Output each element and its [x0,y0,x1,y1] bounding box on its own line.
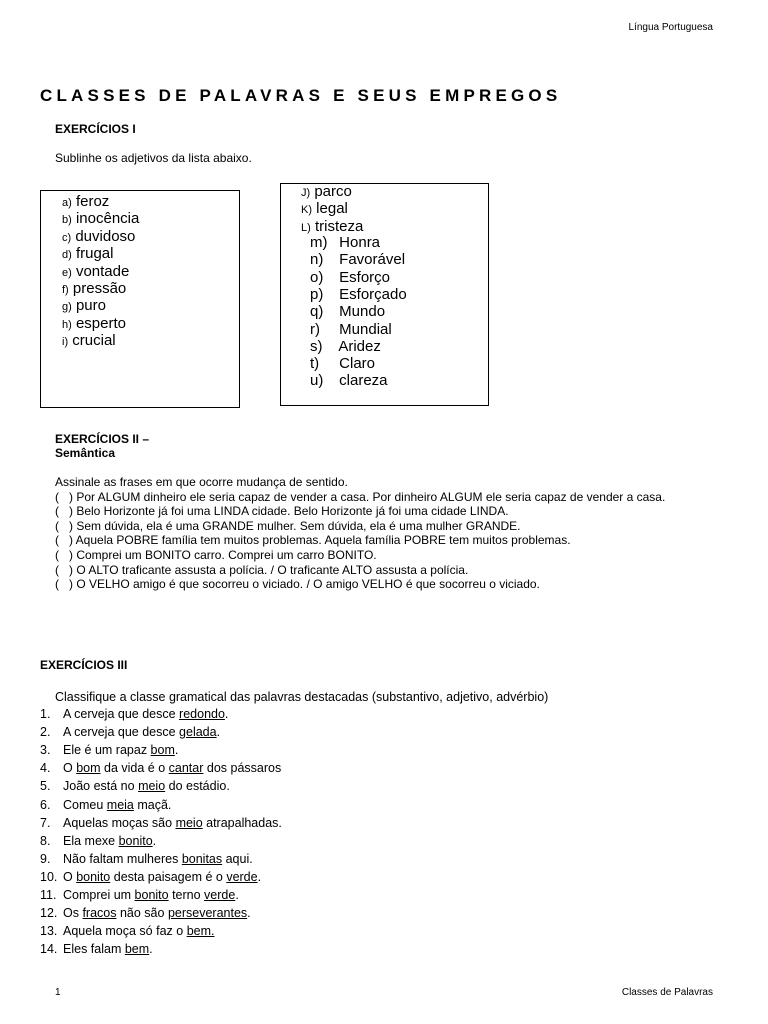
list-item-word: frugal [75,245,114,263]
list-item-word: Mundo [339,303,386,321]
ex2-subheading: Semântica [55,446,116,460]
list-item [62,228,135,247]
ex1-heading: EXERCÍCIOS I [55,122,136,136]
sentence-text: Comeu [63,797,107,812]
highlighted-word: verde [226,869,258,884]
list-item-letter: b) [62,214,72,227]
list-item [310,321,392,338]
list-item-word: Esforçado [339,285,407,303]
sentence-text: Aquelas moças são [63,815,176,830]
ex3-item [40,942,153,956]
sentence-text: . [224,707,229,721]
sentence-text: Ele é um rapaz [63,743,151,758]
list-item [62,193,109,212]
ex2-item: ( ) O ALTO traficante assusta a polícia. / O traficante ALTO assusta a polícia. [55,562,469,577]
highlighted-word: gelada [179,725,217,740]
list-item [301,183,352,202]
ex3-heading: EXERCÍCIOS III [40,658,128,672]
sentence-text: Os [63,906,83,921]
list-item-word: legal [316,200,348,218]
list-item-word: puro [75,297,106,315]
list-item-letter: r) [310,320,320,338]
list-item-word: Aridez [338,337,381,355]
list-item-letter: g) [62,301,72,314]
sentence-text: Ela mexe [63,833,119,848]
ex3-item-number: 10. [40,869,58,884]
list-item [310,303,385,320]
ex2-list [55,475,720,592]
ex2-heading: EXERCÍCIOS II – [55,432,150,446]
ex3-item-number: 9. [40,851,51,866]
sentence-text: . [216,725,221,740]
list-item [62,280,126,299]
list-item-letter: t) [310,355,320,373]
ex3-item [40,834,156,848]
ex3-item [40,743,178,757]
list-item [310,286,407,303]
ex3-item [40,707,228,721]
ex2-item: ( ) Comprei um BONITO carro. Comprei um carro BONITO. [55,547,377,562]
ex1-instruction: Sublinhe os adjetivos da lista abaixo. [55,151,252,165]
highlighted-word: perseverantes [167,906,248,921]
sentence-text: do estádio. [165,779,230,794]
highlighted-word: bonito [76,869,111,884]
ex2-item: ( ) Aquela POBRE família tem muitos problemas. Aquela família POBRE tem muitos problemas. [55,533,571,548]
sentence-text: da vida é o [100,761,169,776]
list-item [301,200,348,219]
sentence-text: . [174,743,179,758]
ex2-item: ( ) Sem dúvida, ela é uma GRANDE mulher. Sem dúvida, ela é uma mulher GRANDE. [55,518,521,533]
ex3-item [40,852,253,866]
list-item-letter: K) [301,204,312,217]
list-item-letter: u) [310,372,324,390]
list-item-word: tristeza [314,217,364,235]
ex3-item [40,924,214,938]
ex3-instruction: Classifique a classe gramatical das palavras destacadas (substantivo, adjetivo, advérbio) [55,690,549,704]
list-item-letter: i) [62,336,69,349]
list-item-letter: o) [310,268,324,286]
list-item-word: Mundial [339,320,392,338]
ex1-list-box-right [280,183,489,406]
list-item-word: inocência [75,210,140,228]
list-item-letter: h) [62,318,72,331]
highlighted-word: bonitas [181,851,223,866]
highlighted-word: bem [124,942,150,957]
sentence-text: atrapalhadas. [202,815,282,830]
list-item-letter: m) [310,234,328,251]
ex3-item [40,888,239,902]
list-item [310,372,388,389]
list-item-word: Favorável [339,251,406,269]
highlighted-word: bom [76,761,101,776]
sentence-text: . [149,942,153,957]
ex2-item: ( ) Por ALGUM dinheiro ele seria capaz de vender a casa. Por dinheiro ALGUM ele seria capaz de vender a casa. [55,489,666,504]
highlighted-word: bonito [134,888,169,902]
list-item-letter: n) [310,251,324,269]
ex3-item-number: 1. [40,707,51,721]
list-item-word: parco [314,183,352,200]
ex1-list-box-left [40,190,240,408]
ex2-item: ( ) O VELHO amigo é que socorreu o viciado. / O amigo VELHO é que socorreu o viciado. [55,577,540,592]
ex3-item-number: 13. [40,924,58,939]
highlighted-word: bonito [118,833,153,848]
list-item [62,245,113,264]
list-item [310,338,381,355]
highlighted-word: bom [150,743,175,758]
list-item-word: Claro [339,355,376,373]
sentence-text: aqui. [222,851,253,866]
sentence-text: desta paisagem é o [110,869,227,884]
sentence-text: Aquela moça só faz o [63,924,187,939]
sentence-text: . [257,869,262,884]
ex3-item-number: 12. [40,906,58,921]
list-item [62,210,139,229]
ex3-item [40,725,220,739]
list-item [310,251,405,268]
list-item [62,263,129,282]
list-item [310,269,390,286]
footer-label: Classes de Palavras [621,987,713,998]
list-item-letter: q) [310,303,324,321]
sentence-text: dos pássaros [203,761,282,776]
list-item-word: pressão [72,280,127,297]
list-item-word: esperto [75,314,126,332]
list-item-word: feroz [75,193,110,210]
highlighted-word: redondo [179,707,225,721]
list-item-word: clareza [339,372,388,390]
sentence-text: O [63,761,77,776]
ex3-item [40,798,171,812]
list-item-word: Esforço [339,268,391,286]
ex3-item-number: 6. [40,797,51,812]
ex3-item-number: 14. [40,942,58,957]
highlighted-word: meio [138,779,166,794]
list-item-letter: c) [62,231,72,244]
list-item-word: vontade [75,262,130,280]
ex3-item-number: 4. [40,761,51,776]
sentence-text: . [152,833,157,848]
list-item-letter: f) [62,284,69,296]
list-item-letter: L) [301,221,311,234]
ex3-item [40,816,282,830]
ex3-item-number: 7. [40,815,51,830]
ex2-instruction: Assinale as frases em que ocorre mudança de sentido. [55,475,348,489]
sentence-text: . [235,888,239,902]
header-subject: Língua Portuguesa [628,22,713,33]
highlighted-word: bem. [186,924,215,939]
list-item-letter: p) [310,285,324,303]
highlighted-word: fracos [82,906,117,921]
list-item [62,315,126,334]
page-title: CLASSES DE PALAVRAS E SEUS EMPREGOS [40,86,562,105]
ex3-item-number: 3. [40,743,51,758]
ex3-item [40,906,251,920]
list-item [310,355,375,372]
sentence-text: A cerveja que desce [63,707,180,721]
ex3-item-number: 11. [40,888,57,902]
list-item [310,234,380,251]
list-item-word: duvidoso [75,227,136,245]
sentence-text: João está no [63,779,139,794]
ex3-item [40,779,230,793]
sentence-text: Comprei um [63,888,135,902]
list-item [62,332,116,351]
highlighted-word: cantar [168,761,204,776]
ex3-item-number: 8. [40,833,51,848]
highlighted-word: meia [106,797,134,812]
list-item-word: Honra [339,234,381,251]
list-item-word: crucial [72,332,116,350]
list-item-letter: e) [62,266,72,279]
list-item-letter: d) [62,249,72,262]
list-item-letter: J) [301,187,311,199]
sentence-text: A cerveja que desce [63,725,180,740]
ex2-item: ( ) Belo Horizonte já foi uma LINDA cidade. Belo Horizonte já foi uma cidade LINDA. [55,504,509,519]
list-item-letter: a) [62,197,72,209]
list-item [62,297,106,316]
highlighted-word: meio [175,815,203,830]
ex3-item-number: 5. [40,779,51,794]
ex3-item [40,870,261,884]
sentence-text: terno [168,888,205,902]
ex3-item [40,761,281,775]
list-item-letter: s) [310,337,323,355]
footer-page-number: 1 [55,987,61,998]
sentence-text: não são [116,906,168,921]
sentence-text: O [63,869,77,884]
sentence-text: . [247,906,251,921]
sentence-text: Eles falam [63,942,125,957]
sentence-text: Não faltam mulheres [63,851,182,866]
ex3-item-number: 2. [40,725,51,740]
sentence-text: maçã. [133,797,172,812]
highlighted-word: verde [204,888,236,902]
